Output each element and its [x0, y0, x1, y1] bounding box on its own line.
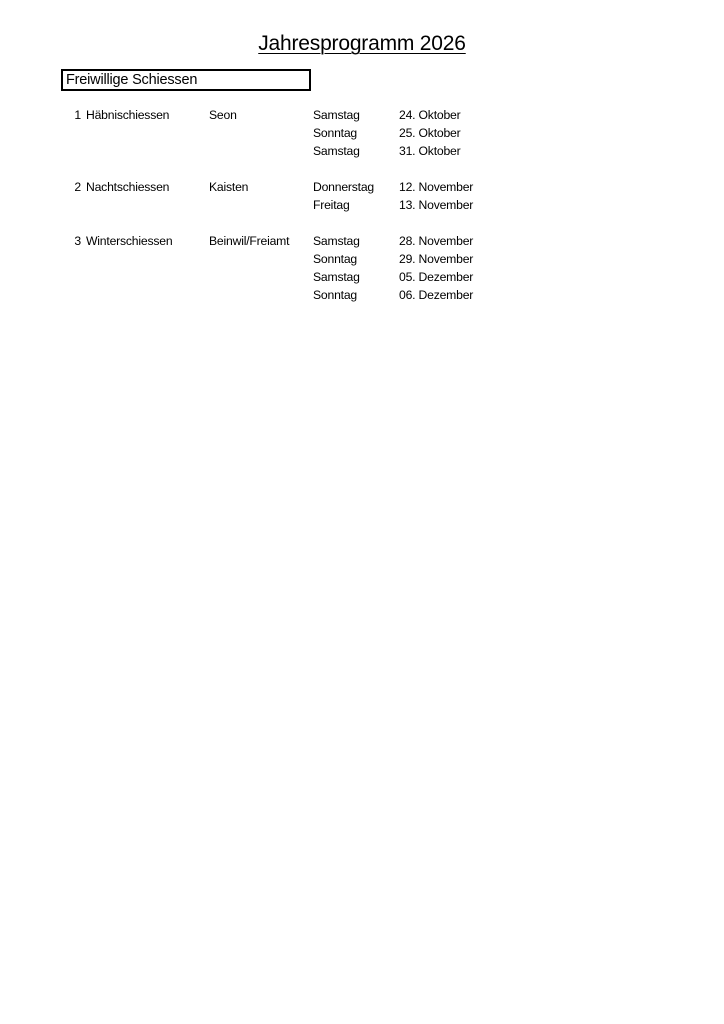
row-spacer — [0, 214, 724, 232]
event-date-row — [0, 196, 724, 214]
event-day: Samstag — [313, 270, 360, 284]
event-row — [0, 232, 724, 250]
event-location: Kaisten — [209, 180, 249, 194]
event-date: 29. November — [399, 252, 474, 266]
event-date: 06. Dezember — [399, 288, 474, 302]
event-date-row — [0, 142, 724, 160]
event-day: Sonntag — [313, 252, 358, 266]
event-row — [0, 106, 724, 124]
event-date: 05. Dezember — [399, 270, 474, 284]
event-number: 3 — [74, 234, 81, 248]
event-date: 31. Oktober — [399, 144, 461, 158]
event-name: Häbnischiessen — [86, 108, 170, 122]
event-row — [0, 178, 724, 196]
event-schedule — [0, 106, 724, 304]
section-header-box — [61, 69, 311, 91]
event-date-row — [0, 250, 724, 268]
section-label: Freiwillige Schiessen — [66, 72, 198, 88]
event-day: Samstag — [313, 144, 360, 158]
event-day: Sonntag — [313, 126, 358, 140]
event-day: Samstag — [313, 108, 360, 122]
event-date: 13. November — [399, 198, 474, 212]
event-number: 2 — [74, 180, 81, 194]
event-date-row — [0, 268, 724, 286]
event-day: Sonntag — [313, 288, 358, 302]
page-title: Jahresprogramm 2026 — [258, 32, 466, 55]
event-location: Seon — [209, 108, 237, 122]
event-day: Freitag — [313, 198, 350, 212]
event-name: Nachtschiessen — [86, 180, 170, 194]
event-location: Beinwil/Freiamt — [209, 234, 290, 248]
event-day: Donnerstag — [313, 180, 375, 194]
event-date: 24. Oktober — [399, 108, 461, 122]
event-name: Winterschiessen — [86, 234, 173, 248]
row-spacer — [0, 160, 724, 178]
event-date: 25. Oktober — [399, 126, 461, 140]
event-date-row — [0, 286, 724, 304]
event-date: 12. November — [399, 180, 474, 194]
event-day: Samstag — [313, 234, 360, 248]
event-date: 28. November — [399, 234, 474, 248]
event-date-row — [0, 124, 724, 142]
event-number: 1 — [74, 108, 81, 122]
